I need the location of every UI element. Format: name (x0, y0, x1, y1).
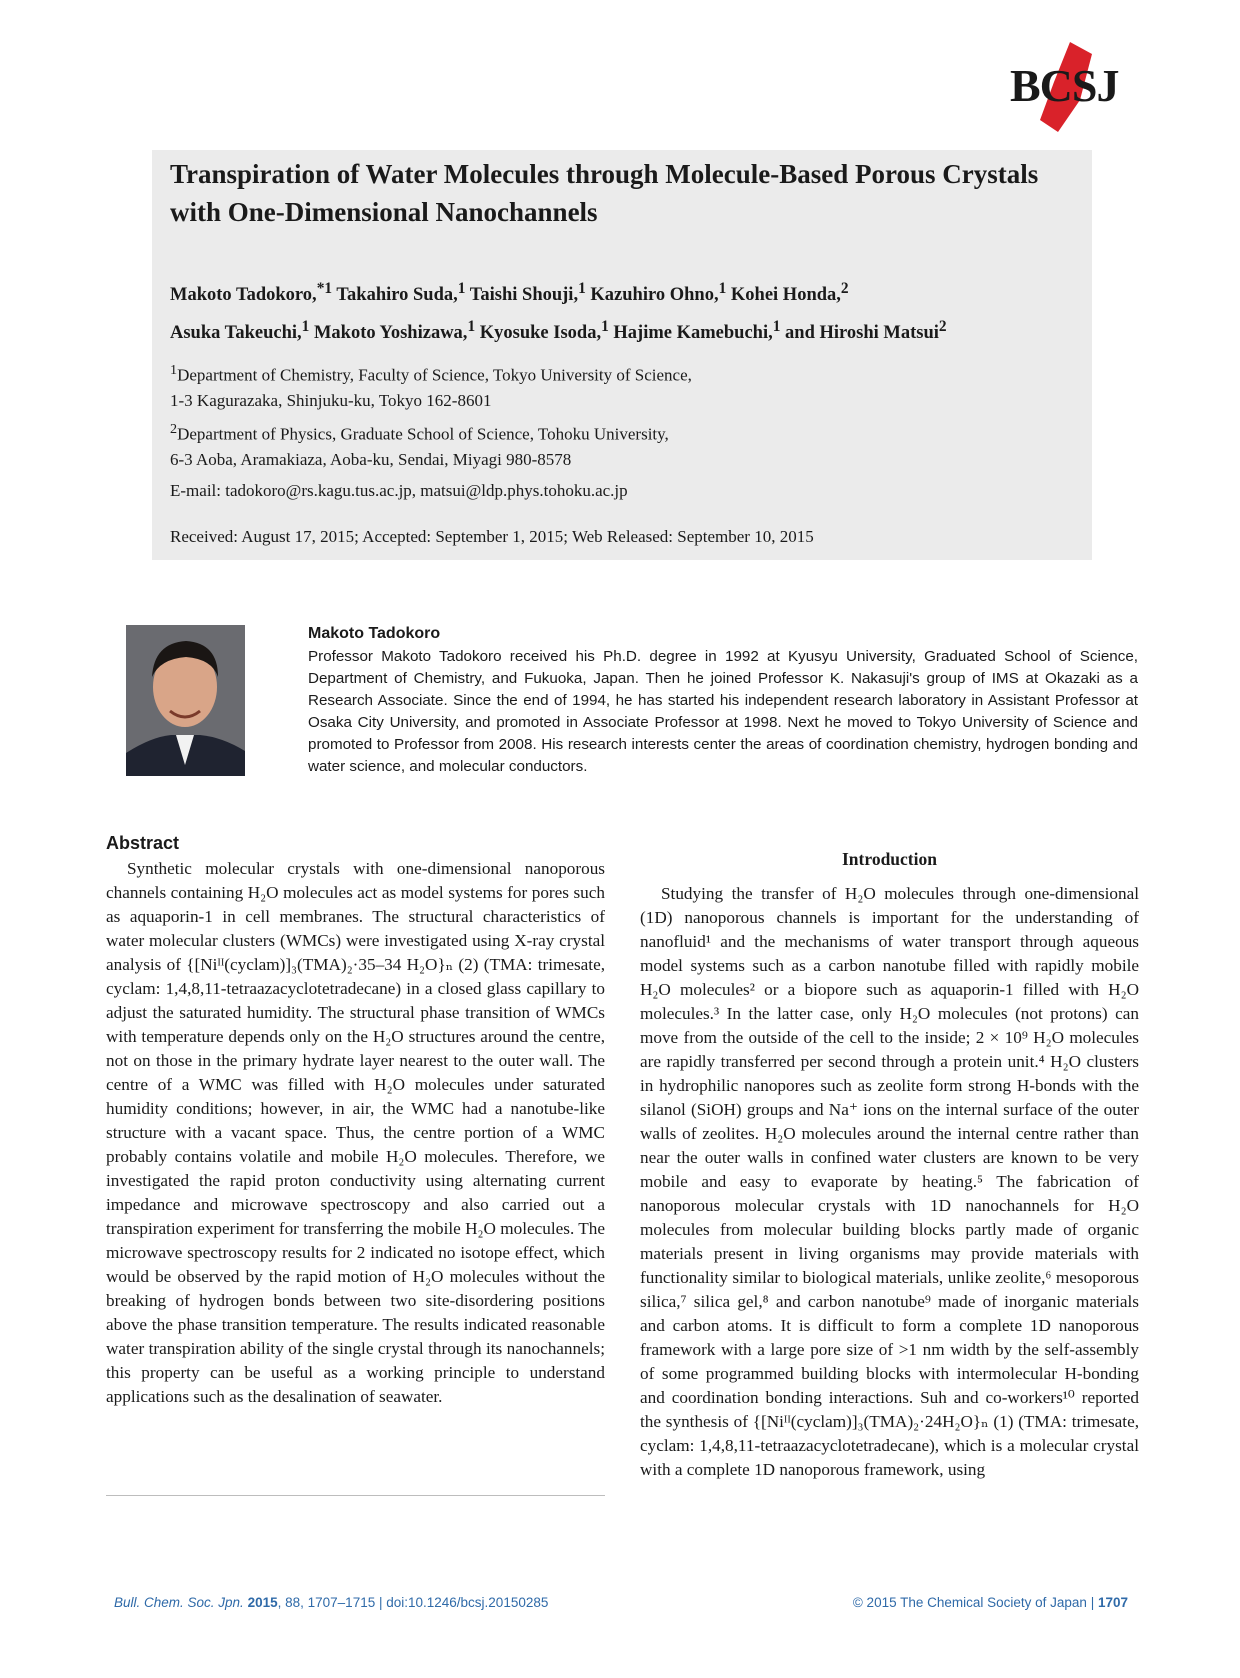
author-list (170, 273, 1090, 349)
affiliation-2: $^2$Department of Physics, Graduate School of Science, Tohoku University, 6-3 Aoba, Aramakiaza, Aoba-ku, Sendai, Miyagi 980-8578 (170, 421, 669, 469)
author-photo (126, 625, 245, 776)
introduction-text: Studying the transfer of H₂O molecules through one-dimensional (1D) nanoporous channels is important for the understanding of nanofluid¹ and the mechanisms of water transport through aqueous model systems such as a carbon nanotube filled with rapidly mobile H₂O molecules² or a biopore such as aquaporin-1 filled with H₂O molecules.³ In the latter case, only H₂O molecules (not protons) can move from the outside of the cell to the inside; 2 × 10⁹ H₂O molecules are rapidly transferred per second through a protein unit.⁴ H₂O clusters in hydrophilic nanopores such as zeolite form strong H-bonds with the silanol (SiOH) groups and Na⁺ ions on the internal surface of the outer walls of zeolites. H₂O molecules around the internal centre rather than near the outer walls in confined water clusters are known to be very mobile and easy to evaporate by heating.⁵ The fabrication of nanoporous molecular crystals with 1D nanochannels for H₂O molecules from molecular building blocks partly made of organic materials present in living organisms may provide materials with functionality similar to biological materials, unlike zeolite,⁶ mesoporous silica,⁷ silica gel,⁸ and carbon nanotube⁹ made of inorganic materials and carbon atoms. It is difficult to form a complete 1D nanoporous framework with a large pore size of >1 nm width by the self-assembly of some programmed building blocks with intermolecular H-bonding and coordination bonding interactions. Suh and co-workers¹⁰ reported the synthesis of {[Niᴵᴵ(cyclam)]₃(TMA)₂·24H₂O}ₙ (1) (TMA: trimesate, cyclam: 1,4,8,11-tetraazacyclotetradecane), which is a molecular crystal with a complete 1D nanoporous framework, using (640, 884, 1139, 1479)
bcsj-logo (1010, 42, 1140, 132)
author-line-2 (170, 311, 1090, 349)
bio-text: Professor Makoto Tadokoro received his Ph.D. degree in 1992 at Kyusyu University, Graduated School of Science, Department of Chemistry, and Fukuoka, Japan. Then he joined Professor K. Nakasuji's group of IMS at Okazaki as a Research Associate. Since the end of 1994, he has started his independent research laboratory in Assistant Professor at Osaka City University, and promoted in Associate Professor at 1998. Next he moved to Tokyo University of Science and promoted to Professor from 2008. His research interests center the areas of coordination chemistry, hydrogen bonding and water science, and molecular conductors. (308, 648, 1138, 775)
email-line: E-mail: tadokoro@rs.kagu.tus.ac.jp, matsui@ldp.phys.tohoku.ac.jp (170, 481, 628, 500)
footer-citation[interactable]: Bull. Chem. Soc. Jpn. 2015, 88, 1707–1715 | doi:10.1246/bcsj.20150285 (114, 1595, 549, 1610)
author: Kohei Honda,$^2$ (730, 280, 849, 306)
author: Makoto Yoshizawa,$^1$ (313, 318, 476, 344)
author: Takahiro Suda,$^1$ (336, 280, 466, 306)
author: and Hiroshi Matsui$^2$ (785, 318, 947, 344)
author-line-1 (170, 273, 1090, 311)
abstract-divider (106, 1495, 605, 1496)
abstract-text: Synthetic molecular crystals with one-dimensional nanoporous channels containing H₂O molecules act as model systems for pores such as aquaporin-1 in cell membranes. The structural characteristics of water molecular clusters (WMCs) were investigated using X-ray crystal analysis of {[Niᴵᴵ(cyclam)]₃(TMA)₂·35–34 H₂O}ₙ (2) (TMA: trimesate, cyclam: 1,4,8,11-tetraazacyclotetradecane) in a closed glass capillary to adjust the saturated humidity. The structural phase transition of WMCs with temperature depends only on the H₂O structures around the centre, not on those in the primary hydrate layer nearest to the outer wall. The centre of a WMC was filled with H₂O molecules under saturated humidity conditions; however, in air, the WMC had a nanotube-like structure with a vacant space. Thus, the centre portion of a WMC probably contains volatile and mobile H₂O molecules. Therefore, we investigated the rapid proton conductivity using alternating current impedance and microwave spectroscopy and also carried out a transpiration experiment for transferring the mobile H₂O molecules. The microwave spectroscopy results for 2 indicated no isotope effect, which would be observed by the rapid motion of H₂O molecules without the breaking of hydrogen bonds between two site-disordering positions above the phase transition temperature. The results indicated reasonable water transpiration ability of the single crystal through its nanochannels; this property can be useful as a working principle to understand applications such as the desalination of seawater. (106, 859, 605, 1406)
affiliation-1: $^1$Department of Chemistry, Faculty of Science, Tokyo University of Science, 1-3 Kagurazaka, Shinjuku-ku, Tokyo 162-8601 (170, 362, 692, 410)
paper-title: Transpiration of Water Molecules through Molecule-Based Porous Crystals with One-Dimensional Nanochannels (170, 159, 1039, 227)
author: Kazuhiro Ohno,$^1$ (590, 280, 727, 306)
abstract-heading: Abstract (106, 833, 180, 853)
author: Taishi Shouji,$^1$ (469, 280, 586, 306)
bio-name: Makoto Tadokoro (308, 625, 441, 642)
author: Asuka Takeuchi,$^1$ (170, 318, 310, 344)
portrait-image (126, 625, 245, 776)
footer-copyright: © 2015 The Chemical Society of Japan | 1707 (852, 1595, 1128, 1610)
author: Makoto Tadokoro,$^{*1}$ (170, 280, 333, 306)
author: Hajime Kamebuchi,$^1$ (613, 318, 781, 344)
page-number: 1707 (1097, 1595, 1128, 1610)
author: Kyosuke Isoda,$^1$ (479, 318, 609, 344)
introduction-heading: Introduction (842, 849, 937, 869)
logo-text: BCSJ (1010, 60, 1119, 111)
received-dates: Received: August 17, 2015; Accepted: September 1, 2015; Web Released: September 10, 2015 (170, 527, 814, 546)
